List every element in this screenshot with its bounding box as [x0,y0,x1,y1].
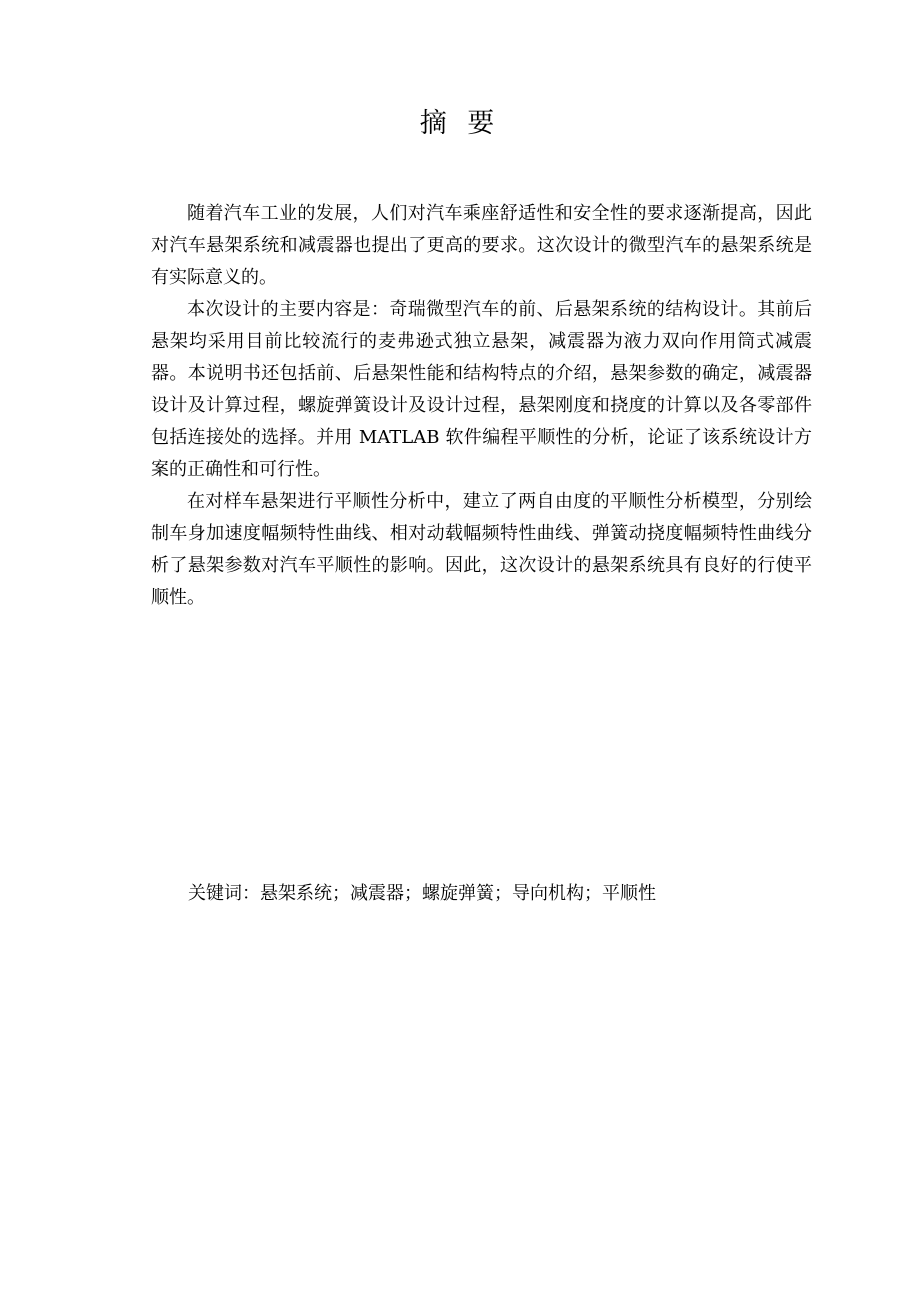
abstract-paragraph-2: 本次设计的主要内容是：奇瑞微型汽车的前、后悬架系统的结构设计。其前后悬架均采用目前比较流行的麦弗逊式独立悬架，减震器为液力双向作用筒式减震器。本说明书还包括前、后悬架性能和结构特点的介绍，悬架参数的确定，减震器设计及计算过程，螺旋弹簧设计及设计过程，悬架刚度和挠度的计算以及各零部件包括连接处的选择。并用 MATLAB 软件编程平顺性的分析，论证了该系统设计方案的正确性和可行性。 [151,299,812,480]
abstract-paragraph-1: 随着汽车工业的发展，人们对汽车乘座舒适性和安全性的要求逐渐提高，因此对汽车悬架系统和减震器也提出了更高的要求。这次设计的微型汽车的悬架系统是有实际意义的。 [151,203,812,288]
abstract-title: 摘 要 [419,108,501,139]
abstract-body [151,198,812,614]
keywords-line: 关键词：悬架系统；减震器；螺旋弹簧；导向机构；平顺性 [188,883,656,904]
abstract-paragraph-3: 在对样车悬架进行平顺性分析中，建立了两自由度的平顺性分析模型，分别绘制车身加速度幅频特性曲线、相对动载幅频特性曲线、弹簧动挠度幅频特性曲线分析了悬架参数对汽车平顺性的影响。因此，这次设计的悬架系统具有良好的行使平顺性。 [151,491,812,608]
